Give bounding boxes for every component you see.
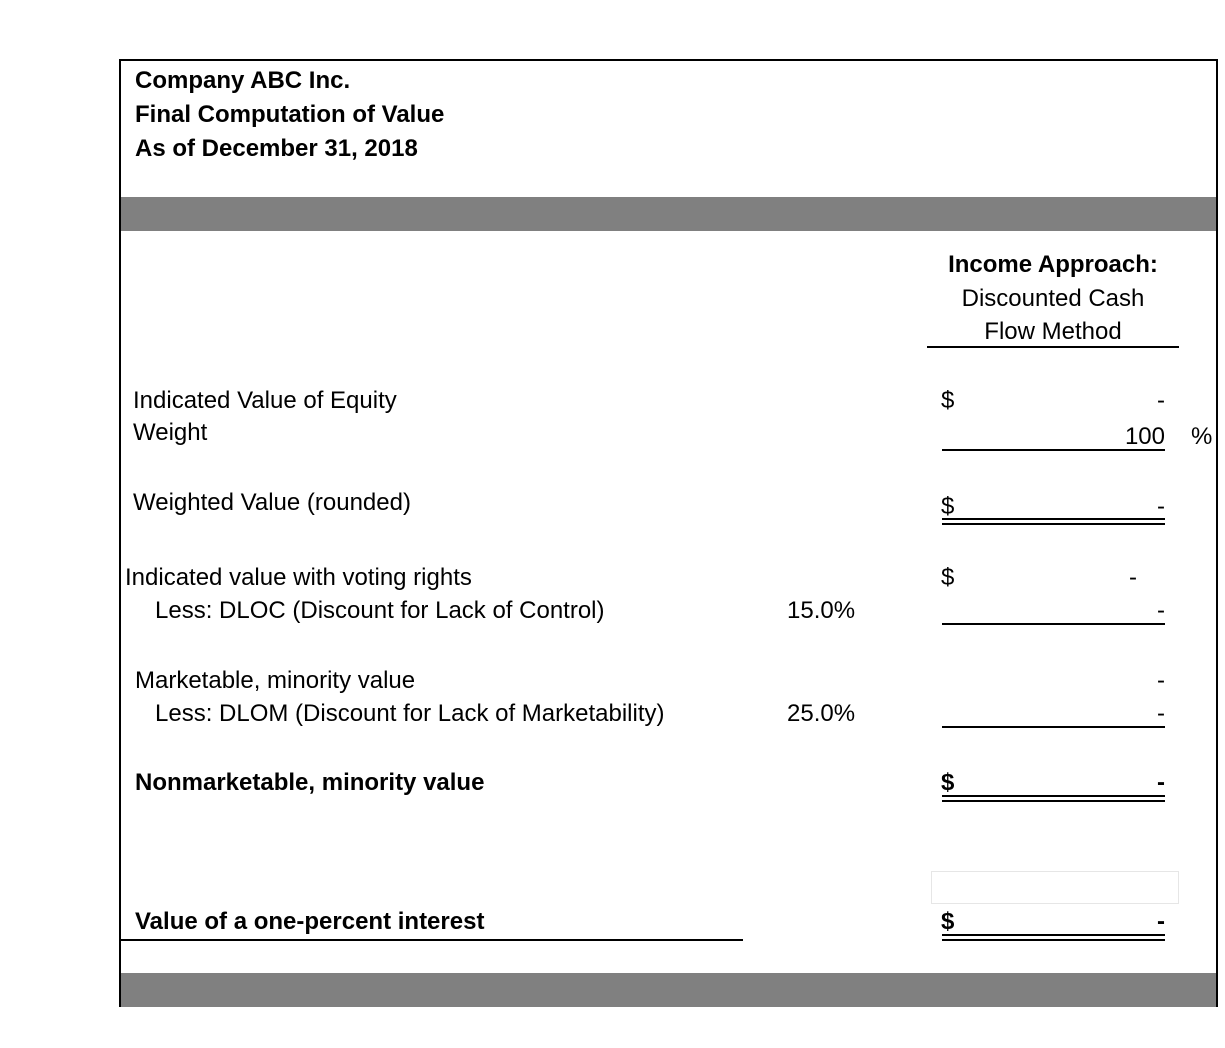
weight-value: 100 — [1124, 423, 1165, 450]
nonmarketable-minority-currency: $ — [941, 769, 955, 796]
column-header-underline — [927, 346, 1179, 348]
weighted-value-currency: $ — [941, 493, 955, 520]
weighted-value-label: Weighted Value (rounded) — [133, 489, 411, 516]
weighted-value-value: - — [1157, 493, 1165, 520]
dloc-label: Less: DLOC (Discount for Lack of Control) — [155, 597, 605, 624]
nonmarketable-minority-label: Nonmarketable, minority value — [135, 769, 485, 796]
voting-rights-value: - — [1129, 564, 1137, 591]
marketable-minority-value: - — [1157, 667, 1165, 694]
indicated-value-equity-value: - — [1157, 387, 1165, 414]
nonmarketable-minority-value: - — [1157, 769, 1165, 796]
voting-rights-currency: $ — [941, 564, 955, 591]
dloc-rate: 15.0% — [787, 597, 856, 624]
empty-input-cell — [931, 871, 1179, 904]
indicated-value-equity-label: Indicated Value of Equity — [133, 387, 397, 414]
weight-unit: % — [1191, 423, 1213, 450]
one-percent-label-underline — [121, 939, 743, 941]
weighted-value-double-underline — [942, 518, 1165, 525]
column-header-line2: Discounted Cash — [961, 285, 1145, 312]
weight-label: Weight — [133, 419, 208, 446]
one-percent-double-underline — [942, 934, 1165, 941]
column-header-line1: Income Approach: — [948, 251, 1158, 278]
dloc-value: - — [1157, 597, 1165, 624]
dlom-rate: 25.0% — [787, 700, 856, 727]
valuation-sheet — [119, 59, 1218, 1007]
weight-underline — [942, 449, 1165, 451]
one-percent-label: Value of a one-percent interest — [135, 908, 485, 935]
marketable-minority-label: Marketable, minority value — [135, 667, 416, 694]
one-percent-currency: $ — [941, 908, 955, 935]
nonmarketable-minority-double-underline — [942, 795, 1165, 802]
top-divider-band — [121, 197, 1216, 231]
dloc-underline — [942, 623, 1165, 625]
bottom-divider-band — [121, 973, 1216, 1007]
dlom-underline — [942, 726, 1165, 728]
voting-rights-label: Indicated value with voting rights — [125, 564, 472, 591]
one-percent-value: - — [1157, 908, 1165, 935]
report-title: Final Computation of Value — [135, 101, 445, 128]
dlom-label: Less: DLOM (Discount for Lack of Marketability) — [155, 700, 665, 727]
indicated-value-equity-currency: $ — [941, 387, 955, 414]
as-of-date: As of December 31, 2018 — [135, 135, 418, 162]
dlom-value: - — [1157, 700, 1165, 727]
company-name: Company ABC Inc. — [135, 67, 351, 94]
column-header-line3: Flow Method — [984, 318, 1122, 345]
